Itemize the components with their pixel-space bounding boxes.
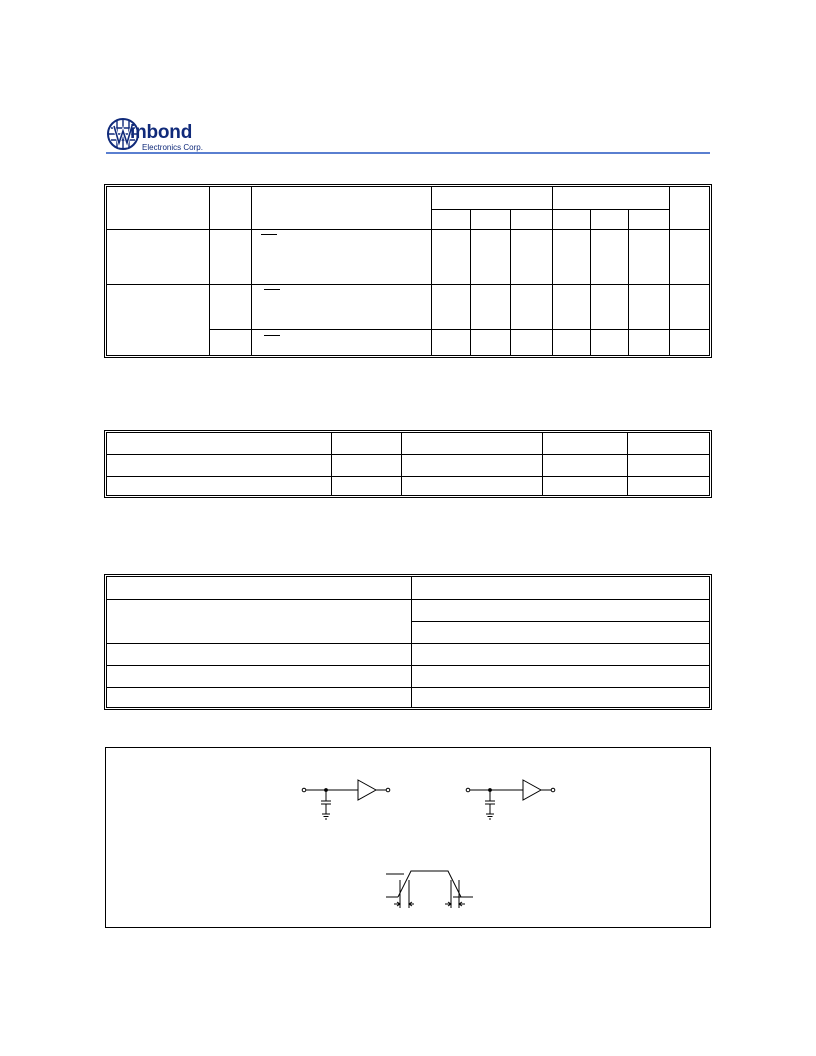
output-load-circuit-left [302,780,390,819]
logo-subtitle: Electronics Corp. [142,143,203,152]
buffer-triangle-icon [523,780,541,800]
input-pulse-waveform [386,871,473,908]
output-load-circuit-right [466,780,555,819]
logo-wordmark: inbond [130,122,193,143]
buffer-triangle-icon [358,780,376,800]
